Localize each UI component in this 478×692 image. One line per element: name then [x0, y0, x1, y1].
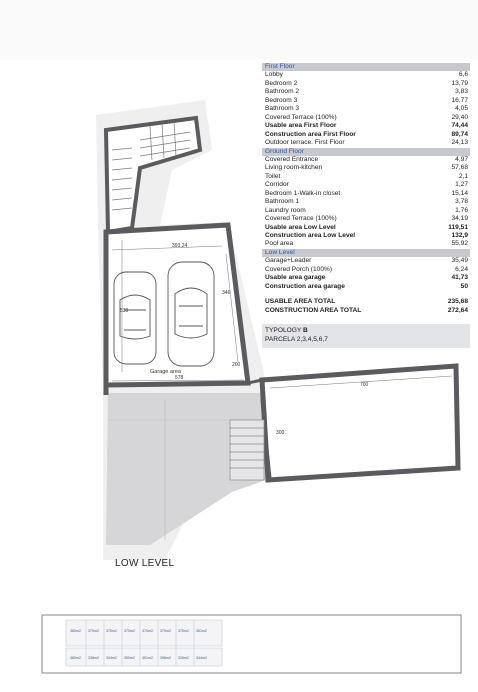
row-value: 6,24 — [455, 265, 468, 273]
row-value: 89,74 — [451, 130, 468, 138]
total-usable-row — [262, 298, 470, 306]
key-bottom-3: 344m2 — [106, 656, 117, 660]
row-value: 4,97 — [455, 155, 468, 163]
key-bottom-5: 351m2 — [142, 656, 153, 660]
schedule-row — [262, 164, 470, 172]
row-label: Construction area First Floor — [265, 130, 356, 138]
schedule-row — [262, 71, 470, 79]
row-value: 29,40 — [451, 113, 468, 121]
key-bottom-6: 396m2 — [160, 656, 171, 660]
row-value: 6,6 — [458, 71, 468, 79]
key-bottom-4: 350m2 — [124, 656, 135, 660]
row-label: Bathroom 1 — [265, 198, 300, 206]
garage-walls — [106, 225, 248, 385]
schedule-row — [262, 240, 470, 248]
row-label: Construction area Low Level — [265, 232, 356, 240]
schedule-row — [262, 266, 470, 274]
row-value: 55,92 — [451, 240, 468, 248]
schedule-row — [262, 215, 470, 223]
key-top-4: 370m2 — [124, 629, 135, 633]
row-value: 35,49 — [451, 257, 468, 265]
key-top-5: 370m2 — [142, 629, 153, 633]
key-top-1: 380m2 — [70, 629, 81, 633]
dim-right: 346 — [222, 290, 231, 296]
total-label: USABLE AREA TOTAL — [265, 298, 336, 306]
key-top-2: 370m2 — [88, 629, 99, 633]
schedule-row — [262, 232, 470, 240]
row-value: 74,44 — [451, 122, 468, 130]
garage-label: Garage area — [150, 369, 181, 375]
key-top-8: 361m2 — [196, 629, 207, 633]
row-label: Usable area First Floor — [265, 122, 337, 130]
lower-stair — [230, 420, 264, 480]
row-value: 34,19 — [451, 215, 468, 223]
schedule-row — [262, 173, 470, 181]
totals — [262, 298, 470, 315]
schedule-row — [262, 156, 470, 164]
row-label: Outdoor terrace. First Floor — [265, 139, 345, 147]
key-bottom-7: 326m2 — [178, 656, 189, 660]
row-label: Toilet — [265, 172, 281, 180]
section-heading-ground-floor: Ground Floor — [262, 148, 470, 156]
typology-line — [265, 327, 467, 335]
schedule-row — [262, 105, 470, 113]
dim-left: 530 — [120, 308, 129, 314]
row-label: Covered Entrance — [265, 155, 319, 163]
schedule-row — [262, 131, 470, 139]
row-value: 41,73 — [451, 274, 468, 282]
typology-box — [262, 324, 470, 348]
row-label: Living room-kitchen — [265, 164, 323, 172]
schedule-row — [262, 224, 470, 232]
row-value: 3,83 — [455, 88, 468, 96]
schedule-row — [262, 207, 470, 215]
low-level-rows — [262, 257, 470, 291]
terrain-shading — [0, 0, 478, 60]
schedule-row — [262, 80, 470, 88]
key-top-6: 370m2 — [160, 629, 171, 633]
key-top-3: 370m2 — [106, 629, 117, 633]
row-label: Covered Terrace (100%) — [265, 215, 337, 223]
area-schedule — [262, 63, 470, 348]
row-label: Bedroom 3 — [265, 96, 298, 104]
total-construction-row — [262, 307, 470, 315]
key-bottom-2: 338m2 — [88, 656, 99, 660]
dim-bottom: 578 — [175, 375, 184, 381]
total-value: 235,68 — [447, 298, 468, 306]
key-top-7: 370m2 — [178, 629, 189, 633]
row-value: 119,51 — [448, 223, 468, 231]
key-bottom-1: 380m2 — [70, 656, 81, 660]
schedule-row — [262, 97, 470, 105]
row-value: 3,78 — [455, 198, 468, 206]
total-value: 272,64 — [447, 306, 468, 314]
row-label: Usable area Low Level — [265, 223, 336, 231]
ground-floor-rows — [262, 156, 470, 249]
schedule-row — [262, 257, 470, 265]
total-label: CONSTRUCTION AREA TOTAL — [265, 306, 362, 314]
key-bottom-8: 344m2 — [196, 656, 207, 660]
row-label: Corridor — [265, 181, 289, 189]
row-value: 16,77 — [451, 96, 468, 104]
section-heading-low-level: Low Level — [262, 249, 470, 257]
parcela-line: PARCELA 2,3,4,5,6,7 — [265, 335, 328, 343]
row-label: Covered Porch (100%) — [265, 265, 333, 273]
row-value: 57,68 — [451, 164, 468, 172]
dim-porch-side: 300 — [276, 430, 285, 436]
key-plan — [42, 615, 461, 673]
schedule-row — [262, 198, 470, 206]
schedule-row — [262, 190, 470, 198]
schedule-row — [262, 181, 470, 189]
schedule-row — [262, 88, 470, 96]
row-label: Bedroom 2 — [265, 79, 298, 87]
row-label: Usable area garage — [265, 274, 326, 282]
row-value: 1,27 — [455, 181, 468, 189]
row-value: 24,13 — [451, 139, 468, 147]
dim-top: 393,24 — [172, 243, 188, 249]
row-label: Lobby — [265, 71, 283, 79]
row-label: Construction area garage — [265, 282, 345, 290]
schedule-row — [262, 283, 470, 291]
first-floor-rows — [262, 71, 470, 147]
typology-label: TYPOLOGY — [265, 327, 302, 335]
section-heading-first-floor: First Floor — [262, 63, 470, 71]
row-value: 50 — [460, 282, 468, 290]
row-label: Bedroom 1-Walk-in closet — [265, 189, 341, 197]
schedule-row — [262, 122, 470, 130]
row-label: Pool area — [265, 240, 294, 248]
schedule-row — [262, 274, 470, 282]
row-value: 1,76 — [455, 206, 468, 214]
row-value: 13,79 — [451, 79, 468, 87]
dim-porch: 700 — [360, 382, 369, 388]
level-title: LOW LEVEL — [115, 558, 175, 569]
schedule-row — [262, 139, 470, 147]
row-label: Laundry room — [265, 206, 306, 214]
row-label: Covered Terrace (100%) — [265, 113, 337, 121]
row-value: 132,9 — [451, 232, 468, 240]
row-value: 4,05 — [455, 105, 468, 113]
dim-corner: 200 — [232, 362, 241, 368]
schedule-row — [262, 114, 470, 122]
row-value: 15,14 — [451, 189, 468, 197]
row-label: Bathroom 3 — [265, 105, 300, 113]
row-value: 2,1 — [458, 172, 468, 180]
row-label: Garage+Leader — [265, 257, 312, 265]
row-label: Bathroom 2 — [265, 88, 300, 96]
typology-value: B — [303, 327, 308, 335]
